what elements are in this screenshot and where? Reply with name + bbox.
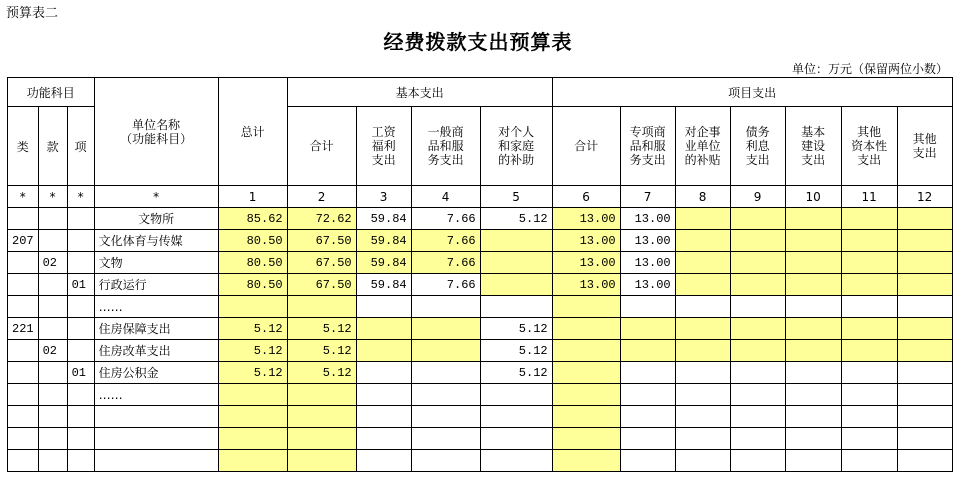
amount-cell-col-11 [841,384,897,406]
amount-cell-col-1: 80.50 [218,252,287,274]
amount-cell-col-10 [785,384,841,406]
amount-cell-col-7 [620,450,675,472]
amount-cell-col-2 [287,384,356,406]
code-lei-cell [8,384,39,406]
header-project-col-7: 其他 支出 [897,107,952,186]
code-kuan-cell: 02 [38,340,67,362]
amount-cell-col-3: 59.84 [356,252,411,274]
amount-cell-col-8 [675,318,730,340]
amount-cell-col-8 [675,296,730,318]
amount-cell-col-10 [785,428,841,450]
code-lei-cell [8,428,39,450]
amount-cell-col-12 [897,406,952,428]
amount-cell-col-6: 13.00 [552,208,620,230]
code-xiang-cell [67,208,94,230]
amount-cell-col-2: 5.12 [287,362,356,384]
amount-cell-col-4 [411,406,480,428]
code-kuan-cell [38,384,67,406]
column-index-cell: 9 [730,186,785,208]
amount-cell-col-11 [841,296,897,318]
amount-cell-col-9 [730,318,785,340]
amount-cell-col-4 [411,450,480,472]
amount-cell-col-9 [730,296,785,318]
code-kuan-cell [38,208,67,230]
code-lei-cell [8,362,39,384]
amount-cell-col-4: 7.66 [411,208,480,230]
amount-cell-col-11 [841,274,897,296]
amount-cell-col-10 [785,318,841,340]
amount-cell-col-6 [552,406,620,428]
unit-name-cell [94,450,218,472]
table-row [8,362,953,384]
amount-cell-col-7 [620,362,675,384]
code-lei-cell [8,450,39,472]
amount-cell-col-8 [675,428,730,450]
unit-name-cell: 文物所 [94,208,218,230]
column-index-cell: 1 [218,186,287,208]
amount-cell-col-11 [841,230,897,252]
code-xiang-cell: 01 [67,362,94,384]
amount-cell-col-10 [785,450,841,472]
unit-name-cell: 住房公积金 [94,362,218,384]
table-row [8,318,953,340]
amount-cell-col-6 [552,428,620,450]
amount-cell-col-2: 5.12 [287,340,356,362]
amount-cell-col-7 [620,428,675,450]
header-basic-col-1: 合计 [287,107,356,186]
amount-cell-col-1: 5.12 [218,362,287,384]
code-xiang-cell: 01 [67,274,94,296]
code-lei-cell [8,252,39,274]
amount-cell-col-3 [356,406,411,428]
code-lei-cell [8,406,39,428]
amount-cell-col-5 [480,230,552,252]
amount-cell-col-8 [675,274,730,296]
amount-cell-col-12 [897,230,952,252]
amount-cell-col-10 [785,274,841,296]
amount-cell-col-4: 7.66 [411,274,480,296]
amount-cell-col-12 [897,252,952,274]
amount-cell-col-4: 7.66 [411,252,480,274]
code-kuan-cell [38,296,67,318]
amount-cell-col-12 [897,428,952,450]
table-row [8,208,953,230]
amount-cell-col-10 [785,208,841,230]
amount-cell-col-7: 13.00 [620,230,675,252]
amount-cell-col-11 [841,208,897,230]
column-index-cell: * [94,186,218,208]
unit-name-cell: 住房保障支出 [94,318,218,340]
column-index-cell: 2 [287,186,356,208]
table-row [8,252,953,274]
column-index-cell: 4 [411,186,480,208]
header-project-col-3: 对企事 业单位 的补贴 [675,107,730,186]
header-project-col-5: 基本 建设 支出 [785,107,841,186]
amount-cell-col-5: 5.12 [480,318,552,340]
column-index-cell: * [67,186,94,208]
unit-name-cell [94,428,218,450]
code-kuan-cell [38,428,67,450]
amount-cell-col-9 [730,362,785,384]
unit-name-cell: …… [94,384,218,406]
amount-cell-col-11 [841,428,897,450]
table-row [8,340,953,362]
table-row [8,230,953,252]
table-row [8,450,953,472]
amount-cell-col-12 [897,318,952,340]
amount-cell-col-12 [897,340,952,362]
amount-cell-col-4 [411,340,480,362]
amount-cell-col-9 [730,384,785,406]
amount-cell-col-5 [480,450,552,472]
amount-cell-col-9 [730,274,785,296]
amount-cell-col-11 [841,318,897,340]
amount-cell-col-7: 13.00 [620,252,675,274]
amount-cell-col-1: 80.50 [218,274,287,296]
code-xiang-cell [67,384,94,406]
header-unit-name [94,78,218,186]
page-title: 经费拨款支出预算表 [383,30,573,54]
amount-cell-col-2 [287,428,356,450]
header-project-expenditure: 项目支出 [552,78,952,107]
table-number-label: 预算表二 [6,6,59,21]
amount-cell-col-8 [675,208,730,230]
amount-cell-col-2: 67.50 [287,230,356,252]
amount-cell-col-1: 5.12 [218,340,287,362]
amount-cell-col-3: 59.84 [356,274,411,296]
column-index-cell: 8 [675,186,730,208]
amount-cell-col-11 [841,340,897,362]
amount-cell-col-2: 67.50 [287,274,356,296]
code-kuan-cell [38,274,67,296]
unit-name-cell: 行政运行 [94,274,218,296]
code-xiang-cell [67,230,94,252]
column-index-cell: 12 [897,186,952,208]
code-xiang-cell [67,296,94,318]
header-xiang: 项 [67,107,94,186]
code-xiang-cell [67,428,94,450]
header-lei: 类 [8,107,39,186]
amount-cell-col-6: 13.00 [552,252,620,274]
amount-cell-col-4: 7.66 [411,230,480,252]
amount-cell-col-2 [287,450,356,472]
amount-cell-col-10 [785,340,841,362]
unit-note: 单位：万元（保留两位小数） [791,62,948,76]
code-lei-cell [8,340,39,362]
header-basic-col-2: 工资 福利 支出 [356,107,411,186]
amount-cell-col-2: 67.50 [287,252,356,274]
table-row [8,296,953,318]
amount-cell-col-8 [675,340,730,362]
header-project-col-4: 债务 利息 支出 [730,107,785,186]
code-kuan-cell [38,450,67,472]
amount-cell-col-5 [480,274,552,296]
amount-cell-col-3: 59.84 [356,208,411,230]
amount-cell-col-6 [552,362,620,384]
amount-cell-col-5: 5.12 [480,340,552,362]
amount-cell-col-3 [356,384,411,406]
amount-cell-col-8 [675,362,730,384]
amount-cell-col-9 [730,340,785,362]
column-index-cell: * [8,186,39,208]
code-lei-cell [8,296,39,318]
amount-cell-col-1 [218,384,287,406]
header-kuan: 款 [38,107,67,186]
amount-cell-col-6 [552,384,620,406]
code-kuan-cell: 02 [38,252,67,274]
table-row [8,274,953,296]
amount-cell-col-5: 5.12 [480,208,552,230]
column-index-cell: 10 [785,186,841,208]
header-total: 总计 [218,78,287,186]
amount-cell-col-7 [620,406,675,428]
amount-cell-col-6 [552,450,620,472]
column-index-cell: 5 [480,186,552,208]
amount-cell-col-3 [356,296,411,318]
amount-cell-col-5: 5.12 [480,362,552,384]
amount-cell-col-8 [675,230,730,252]
amount-cell-col-4 [411,384,480,406]
amount-cell-col-12 [897,208,952,230]
code-kuan-cell [38,362,67,384]
code-xiang-cell [67,252,94,274]
amount-cell-col-5 [480,296,552,318]
code-kuan-cell [38,230,67,252]
amount-cell-col-8 [675,406,730,428]
amount-cell-col-5 [480,406,552,428]
amount-cell-col-12 [897,450,952,472]
unit-name-cell: 住房改革支出 [94,340,218,362]
amount-cell-col-2: 5.12 [287,318,356,340]
amount-cell-col-1: 80.50 [218,230,287,252]
amount-cell-col-6: 13.00 [552,274,620,296]
amount-cell-col-1 [218,296,287,318]
amount-cell-col-1: 85.62 [218,208,287,230]
amount-cell-col-6 [552,340,620,362]
amount-cell-col-7 [620,296,675,318]
amount-cell-col-5 [480,428,552,450]
column-index-cell: 6 [552,186,620,208]
code-xiang-cell [67,450,94,472]
amount-cell-col-9 [730,208,785,230]
amount-cell-col-8 [675,252,730,274]
column-index-cell: 3 [356,186,411,208]
amount-cell-col-3 [356,362,411,384]
amount-cell-col-5 [480,252,552,274]
code-lei-cell [8,274,39,296]
amount-cell-col-9 [730,230,785,252]
code-kuan-cell [38,406,67,428]
header-basic-col-3: 一般商 品和服 务支出 [411,107,480,186]
header-basic-expenditure: 基本支出 [287,78,552,107]
column-index-cell: 7 [620,186,675,208]
amount-cell-col-3: 59.84 [356,230,411,252]
amount-cell-col-7: 13.00 [620,274,675,296]
amount-cell-col-1 [218,406,287,428]
unit-name-cell: …… [94,296,218,318]
amount-cell-col-4 [411,318,480,340]
amount-cell-col-7: 13.00 [620,208,675,230]
amount-cell-col-8 [675,450,730,472]
amount-cell-col-3 [356,318,411,340]
amount-cell-col-3 [356,450,411,472]
amount-cell-col-1 [218,428,287,450]
amount-cell-col-12 [897,274,952,296]
amount-cell-col-11 [841,406,897,428]
amount-cell-col-6 [552,318,620,340]
amount-cell-col-4 [411,428,480,450]
amount-cell-col-4 [411,296,480,318]
code-xiang-cell [67,318,94,340]
amount-cell-col-9 [730,450,785,472]
unit-name-cell [94,406,218,428]
amount-cell-col-1: 5.12 [218,318,287,340]
amount-cell-col-2: 72.62 [287,208,356,230]
code-kuan-cell [38,318,67,340]
code-lei-cell: 221 [8,318,39,340]
header-project-col-2: 专项商 品和服 务支出 [620,107,675,186]
amount-cell-col-11 [841,252,897,274]
amount-cell-col-11 [841,362,897,384]
budget-table [7,77,953,472]
table-row [8,384,953,406]
table-row [8,406,953,428]
amount-cell-col-7 [620,318,675,340]
amount-cell-col-2 [287,296,356,318]
code-xiang-cell [67,406,94,428]
amount-cell-col-9 [730,252,785,274]
amount-cell-col-3 [356,340,411,362]
amount-cell-col-5 [480,384,552,406]
amount-cell-col-10 [785,406,841,428]
header-project-col-1: 合计 [552,107,620,186]
column-index-row [8,186,953,208]
header-unit-name-text: 单位名称 （功能科目） [120,117,193,146]
amount-cell-col-3 [356,428,411,450]
amount-cell-col-4 [411,362,480,384]
amount-cell-col-7 [620,384,675,406]
header-project-col-6: 其他 资本性 支出 [841,107,897,186]
amount-cell-col-8 [675,384,730,406]
amount-cell-col-10 [785,252,841,274]
unit-name-cell: 文化体育与传媒 [94,230,218,252]
amount-cell-col-2 [287,406,356,428]
amount-cell-col-10 [785,296,841,318]
header-basic-col-4: 对个人 和家庭 的补助 [480,107,552,186]
amount-cell-col-9 [730,406,785,428]
code-lei-cell [8,208,39,230]
table-row [8,428,953,450]
amount-cell-col-11 [841,450,897,472]
column-index-cell: * [38,186,67,208]
amount-cell-col-12 [897,296,952,318]
amount-cell-col-6 [552,296,620,318]
amount-cell-col-12 [897,362,952,384]
amount-cell-col-10 [785,230,841,252]
amount-cell-col-6: 13.00 [552,230,620,252]
amount-cell-col-9 [730,428,785,450]
amount-cell-col-10 [785,362,841,384]
code-xiang-cell [67,340,94,362]
amount-cell-col-7 [620,340,675,362]
amount-cell-col-1 [218,450,287,472]
unit-name-cell: 文物 [94,252,218,274]
amount-cell-col-12 [897,384,952,406]
column-index-cell: 11 [841,186,897,208]
code-lei-cell: 207 [8,230,39,252]
header-func-subject: 功能科目 [8,78,95,107]
